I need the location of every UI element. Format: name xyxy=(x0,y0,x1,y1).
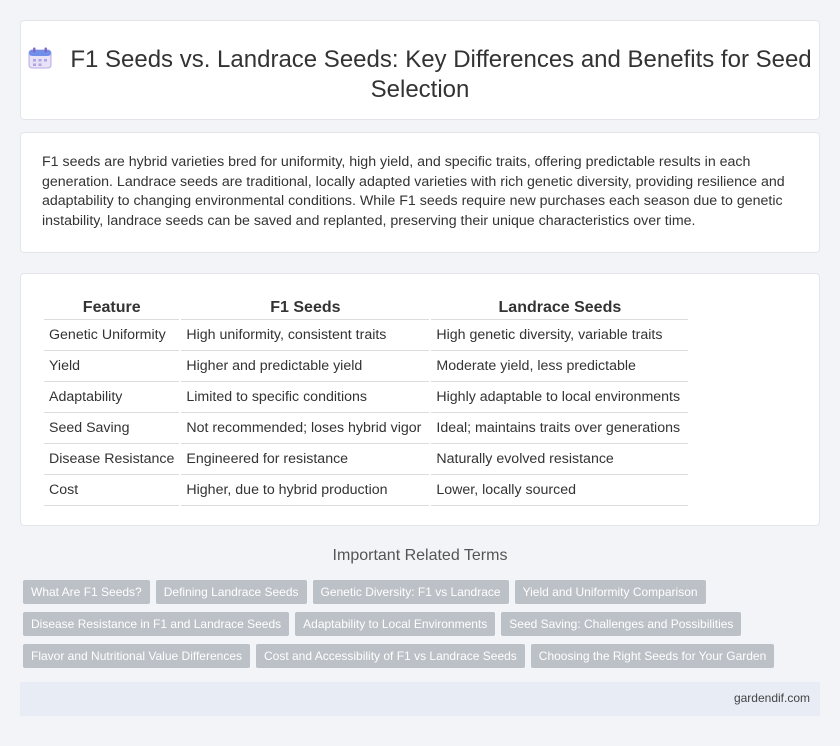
table-header-row xyxy=(44,297,688,320)
header-landrace-seeds: Landrace Seeds xyxy=(431,297,688,320)
table-cell: Disease Resistance xyxy=(44,444,179,475)
tag-link[interactable]: Genetic Diversity: F1 vs Landrace xyxy=(313,580,509,604)
header-f1-seeds: F1 Seeds xyxy=(181,297,429,320)
table-row xyxy=(44,382,688,413)
table-row xyxy=(44,413,688,444)
related-terms-tags xyxy=(23,580,823,676)
calendar-icon xyxy=(28,47,52,69)
table-row xyxy=(44,444,688,475)
table-cell: Higher and predictable yield xyxy=(181,351,429,382)
table-cell: Yield xyxy=(44,351,179,382)
table-cell: High uniformity, consistent traits xyxy=(181,320,429,351)
intro-paragraph: F1 seeds are hybrid varieties bred for uniformity, high yield, and specific traits, offering predictable results in each generation. Landrace seeds are traditional, locally adapted varieties with rich genetic diversity, providing resilience and adaptability to changing environmental conditions. While F1 seeds require new purchases each season due to genetic instability, landrace seeds can be saved and replanted, preserving their unique characteristics over time. xyxy=(42,154,785,229)
table-row xyxy=(44,320,688,351)
table-cell: Naturally evolved resistance xyxy=(431,444,688,475)
tag-link[interactable]: Adaptability to Local Environments xyxy=(295,612,495,636)
table-cell: Genetic Uniformity xyxy=(44,320,179,351)
table-cell: Seed Saving xyxy=(44,413,179,444)
header-card xyxy=(20,20,820,120)
tag-link[interactable]: Yield and Uniformity Comparison xyxy=(515,580,706,604)
table-cell: Ideal; maintains traits over generations xyxy=(431,413,688,444)
table-row xyxy=(44,475,688,506)
header-feature: Feature xyxy=(44,297,179,320)
table-cell: Higher, due to hybrid production xyxy=(181,475,429,506)
table-cell: Cost xyxy=(44,475,179,506)
tag-row xyxy=(23,644,823,676)
comparison-table xyxy=(42,297,690,506)
table-cell: Engineered for resistance xyxy=(181,444,429,475)
intro-card xyxy=(20,132,820,253)
table-cell: Not recommended; loses hybrid vigor xyxy=(181,413,429,444)
table-cell: Highly adaptable to local environments xyxy=(431,382,688,413)
page-title-wrap xyxy=(21,45,819,105)
footer-site-link[interactable]: gardendif.com xyxy=(733,691,810,705)
related-terms-title: Important Related Terms xyxy=(332,547,508,564)
tag-link[interactable]: Defining Landrace Seeds xyxy=(156,580,307,604)
page-title: F1 Seeds vs. Landrace Seeds: Key Differences and Benefits for Seed Selection xyxy=(70,46,812,103)
tag-link[interactable]: Seed Saving: Challenges and Possibilities xyxy=(501,612,741,636)
table-cell: Moderate yield, less predictable xyxy=(431,351,688,382)
tag-link[interactable]: Choosing the Right Seeds for Your Garden xyxy=(531,644,774,668)
footer xyxy=(20,682,820,716)
table-cell: Limited to specific conditions xyxy=(181,382,429,413)
table-cell: High genetic diversity, variable traits xyxy=(431,320,688,351)
comparison-card xyxy=(20,273,820,526)
tag-link[interactable]: Flavor and Nutritional Value Differences xyxy=(23,644,250,668)
tag-link[interactable]: What Are F1 Seeds? xyxy=(23,580,150,604)
table-row xyxy=(44,351,688,382)
table-cell: Adaptability xyxy=(44,382,179,413)
tag-row xyxy=(23,612,823,644)
tag-link[interactable]: Disease Resistance in F1 and Landrace Seeds xyxy=(23,612,289,636)
tag-link[interactable]: Cost and Accessibility of F1 vs Landrace Seeds xyxy=(256,644,525,668)
tag-row xyxy=(23,580,823,612)
table-cell: Lower, locally sourced xyxy=(431,475,688,506)
